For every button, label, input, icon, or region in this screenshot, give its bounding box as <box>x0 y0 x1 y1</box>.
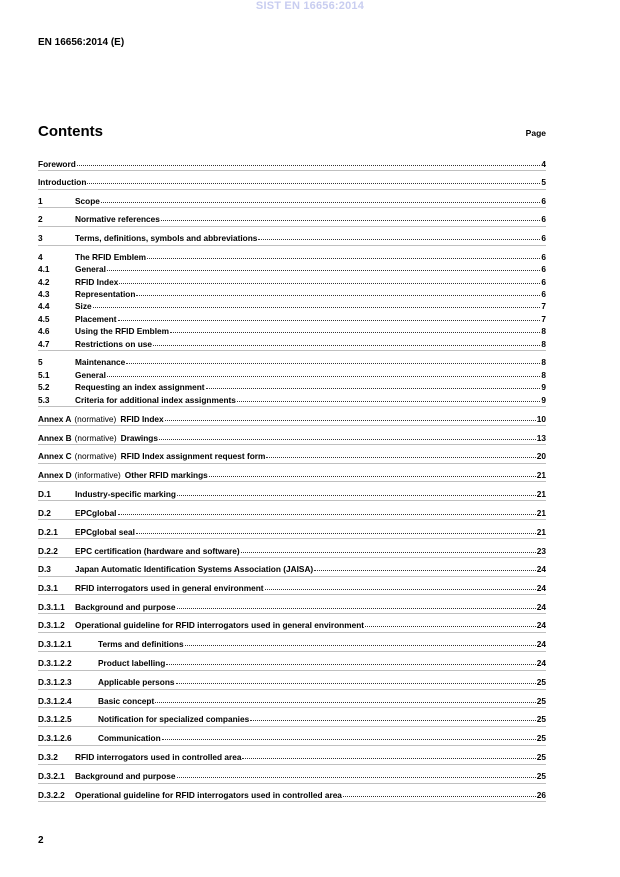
toc-entry-page: 24 <box>536 564 546 574</box>
toc-leader-dots <box>155 694 536 703</box>
toc-entry-title: Basic concept <box>98 696 155 706</box>
toc-entry-number: D.3.2 <box>38 752 58 762</box>
toc-entry-title: Background and purpose <box>75 771 176 781</box>
toc-entry-title: Size <box>75 301 92 311</box>
toc-separator-line <box>38 576 546 577</box>
toc-leader-dots <box>237 393 540 402</box>
toc-leader-dots <box>118 312 541 321</box>
toc-entry[interactable] <box>38 213 546 225</box>
toc-leader-dots <box>118 506 536 515</box>
toc-entry-page: 25 <box>536 771 546 781</box>
toc-entry-page: 8 <box>541 326 546 336</box>
toc-leader-dots <box>314 562 536 571</box>
toc-entry-title: RFID interrogators used in controlled area <box>75 752 242 762</box>
toc-entry-title: Scope <box>75 196 100 206</box>
page-column-header: Page <box>525 128 546 138</box>
toc-entry-title: EPC certification (hardware and software) <box>75 546 240 556</box>
toc-leader-dots <box>209 468 536 477</box>
toc-separator-line <box>38 670 546 671</box>
toc-leader-dots <box>177 600 536 609</box>
toc-entry-page: 8 <box>541 339 546 349</box>
toc-entry-number: D.3.1 <box>38 583 58 593</box>
toc-leader-dots <box>87 175 540 184</box>
toc-entry-title: The RFID Emblem <box>75 252 146 262</box>
toc-entry[interactable] <box>38 176 546 188</box>
toc-entry-title: Communication <box>98 733 161 743</box>
toc-entry-title: Using the RFID Emblem <box>75 326 170 336</box>
toc-entry-page: 24 <box>536 620 546 630</box>
toc-entry-title: Applicable persons <box>98 677 175 687</box>
toc-leader-dots <box>250 712 536 721</box>
toc-leader-dots <box>153 337 540 346</box>
toc-entry-title: EPCglobal <box>75 508 117 518</box>
toc-entry[interactable] <box>38 394 546 406</box>
toc-separator-line <box>38 481 546 482</box>
document-id: EN 16656:2014 (E) <box>38 37 125 48</box>
toc-entry-page: 6 <box>541 252 546 262</box>
toc-leader-dots <box>93 299 541 308</box>
toc-entry-number: Annex C <box>38 451 72 461</box>
toc-entry-title: Japan Automatic Identification Systems Association (JAISA) <box>75 564 314 574</box>
toc-separator-line <box>38 632 546 633</box>
toc-entry-page: 7 <box>541 314 546 324</box>
toc-leader-dots <box>166 656 535 665</box>
toc-entry[interactable] <box>38 619 546 631</box>
toc-entry-title: Placement <box>75 314 117 324</box>
toc-separator-line <box>38 801 546 802</box>
toc-entry-page: 24 <box>536 602 546 612</box>
toc-entry-number: D.3.2.1 <box>38 771 65 781</box>
toc-entry[interactable] <box>38 338 546 350</box>
toc-entry-page: 9 <box>541 395 546 405</box>
toc-leader-dots <box>107 262 540 271</box>
toc-entry-number: 1 <box>38 196 43 206</box>
toc-leader-dots <box>177 769 536 778</box>
toc-entry-number: D.3.1.2.5 <box>38 714 72 724</box>
toc-leader-dots <box>165 412 536 421</box>
contents-title: Contents <box>38 123 103 140</box>
toc-entry-page: 21 <box>536 508 546 518</box>
toc-entry[interactable] <box>38 432 546 444</box>
toc-entry[interactable] <box>38 770 546 782</box>
toc-entry-page: 6 <box>541 277 546 287</box>
toc-entry-page: 23 <box>536 546 546 556</box>
toc-leader-dots <box>77 157 541 166</box>
toc-entry-page: 6 <box>541 264 546 274</box>
toc-annex-kind: (normative) <box>74 433 117 443</box>
toc-entry-title: Introduction <box>38 177 87 187</box>
toc-annex-kind: (normative) <box>74 414 117 424</box>
toc-entry[interactable] <box>38 195 546 207</box>
toc-entry-number: 4.1 <box>38 264 50 274</box>
toc-entry-number: 4.2 <box>38 277 50 287</box>
toc-entry-page: 24 <box>536 658 546 668</box>
toc-entry[interactable] <box>38 751 546 763</box>
toc-leader-dots <box>177 487 536 496</box>
toc-separator-line <box>38 463 546 464</box>
toc-entry-page: 10 <box>536 414 546 424</box>
toc-entry-title: Operational guideline for RFID interrogators used in general environment <box>75 620 365 630</box>
toc-leader-dots <box>365 618 536 627</box>
toc-entry-number: 3 <box>38 233 43 243</box>
toc-leader-dots <box>161 212 541 221</box>
toc-leader-dots <box>265 581 536 590</box>
toc-entry-page: 7 <box>541 301 546 311</box>
toc-leader-dots <box>241 544 536 553</box>
toc-leader-dots <box>147 250 540 259</box>
toc-entry-page: 25 <box>536 714 546 724</box>
toc-entry-page: 25 <box>536 752 546 762</box>
toc-separator-line <box>38 745 546 746</box>
toc-separator-line <box>38 689 546 690</box>
toc-entry-title: Foreword <box>38 159 76 169</box>
toc-entry[interactable] <box>38 413 546 425</box>
toc-separator-line <box>38 444 546 445</box>
toc-entry-title: Operational guideline for RFID interrogators used in controlled area <box>75 790 342 800</box>
toc-entry-title: Terms, definitions, symbols and abbreviations <box>75 233 258 243</box>
toc-leader-dots <box>343 788 536 797</box>
toc-separator-line <box>38 557 546 558</box>
toc-entry-page: 8 <box>541 370 546 380</box>
toc-entry[interactable] <box>38 732 546 744</box>
toc-entry[interactable] <box>38 469 546 481</box>
toc-separator-line <box>38 783 546 784</box>
toc-entry-number: D.3 <box>38 564 51 574</box>
toc-entry-number: 4.3 <box>38 289 50 299</box>
toc-entry-number: 4 <box>38 252 43 262</box>
toc-entry-page: 20 <box>536 451 546 461</box>
toc-entry[interactable] <box>38 789 546 801</box>
toc-entry-number: D.3.1.1 <box>38 602 65 612</box>
toc-entry-page: 26 <box>536 790 546 800</box>
toc-entry[interactable] <box>38 676 546 688</box>
toc-entry-page: 25 <box>536 696 546 706</box>
toc-entry-title: Requesting an index assignment <box>75 382 205 392</box>
toc-entry-number: 4.4 <box>38 301 50 311</box>
toc-separator-line <box>38 594 546 595</box>
toc-entry[interactable] <box>38 582 546 594</box>
toc-entry-page: 21 <box>536 470 546 480</box>
toc-entry[interactable] <box>38 325 546 337</box>
toc-entry-number: D.3.2.2 <box>38 790 65 800</box>
toc-entry-number: 5.2 <box>38 382 50 392</box>
toc-entry-number: Annex A <box>38 414 72 424</box>
toc-entry-number: 5.3 <box>38 395 50 405</box>
toc-separator-line <box>38 207 546 208</box>
toc-entry[interactable] <box>38 638 546 650</box>
toc-entry-number: 4.6 <box>38 326 50 336</box>
toc-entry-title: RFID Index <box>120 414 164 424</box>
toc-entry-page: 6 <box>541 214 546 224</box>
toc-entry-page: 5 <box>541 177 546 187</box>
toc-entry-page: 24 <box>536 583 546 593</box>
toc-entry-title: General <box>75 370 106 380</box>
toc-separator-line <box>38 764 546 765</box>
toc-entry-title: EPCglobal seal <box>75 527 135 537</box>
toc-separator-line <box>38 226 546 227</box>
toc-entry-title: Representation <box>75 289 136 299</box>
toc-leader-dots <box>119 275 540 284</box>
toc-entry[interactable] <box>38 695 546 707</box>
toc-entry-number: D.3.1.2.2 <box>38 658 72 668</box>
toc-entry-number: Annex D <box>38 470 72 480</box>
toc-entry-title: Background and purpose <box>75 602 176 612</box>
toc-leader-dots <box>136 525 536 534</box>
toc-entry-title: Industry-specific marking <box>75 489 176 499</box>
toc-leader-dots <box>126 355 540 364</box>
toc-separator-line <box>38 406 546 407</box>
page-number: 2 <box>38 835 44 846</box>
toc-entry[interactable] <box>38 300 546 312</box>
toc-entry-number: D.1 <box>38 489 51 499</box>
toc-entry-title: Terms and definitions <box>98 639 184 649</box>
toc-entry[interactable] <box>38 450 546 462</box>
toc-entry[interactable] <box>38 263 546 275</box>
toc-entry-title: RFID Index assignment request form <box>120 451 266 461</box>
toc-entry-page: 25 <box>536 733 546 743</box>
toc-entry[interactable] <box>38 158 546 170</box>
toc-separator-line <box>38 651 546 652</box>
toc-entry-number: 5 <box>38 357 43 367</box>
toc-entry-number: D.3.1.2.6 <box>38 733 72 743</box>
toc-entry-title: Normative references <box>75 214 160 224</box>
toc-leader-dots <box>185 637 536 646</box>
toc-entry[interactable] <box>38 488 546 500</box>
toc-entry-title: Criteria for additional index assignments <box>75 395 236 405</box>
toc-entry-title: RFID interrogators used in general environment <box>75 583 264 593</box>
toc-entry-title: Restrictions on use <box>75 339 152 349</box>
toc-separator-line <box>38 500 546 501</box>
toc-entry-title: Notification for specialized companies <box>98 714 250 724</box>
toc-separator-line <box>38 707 546 708</box>
toc-entry-page: 24 <box>536 639 546 649</box>
toc-entry-page: 9 <box>541 382 546 392</box>
toc-entry-number: D.2.1 <box>38 527 58 537</box>
toc-entry[interactable] <box>38 507 546 519</box>
toc-entry[interactable] <box>38 713 546 725</box>
toc-leader-dots <box>266 449 535 458</box>
toc-entry[interactable] <box>38 657 546 669</box>
toc-leader-dots <box>176 675 536 684</box>
watermark-text: SIST EN 16656:2014 <box>255 0 365 12</box>
toc-entry-page: 6 <box>541 196 546 206</box>
toc-separator-line <box>38 189 546 190</box>
toc-entry-title: General <box>75 264 106 274</box>
toc-entry-title: Drawings <box>120 433 158 443</box>
toc-entry-number: D.2 <box>38 508 51 518</box>
toc-entry[interactable] <box>38 356 546 368</box>
toc-entry-number: Annex B <box>38 433 72 443</box>
toc-entry-number: D.3.1.2.1 <box>38 639 72 649</box>
toc-entry-title: RFID Index <box>75 277 119 287</box>
toc-separator-line <box>38 538 546 539</box>
toc-entry-page: 8 <box>541 357 546 367</box>
toc-entry-page: 13 <box>536 433 546 443</box>
toc-entry-page: 25 <box>536 677 546 687</box>
toc-entry-page: 4 <box>541 159 546 169</box>
toc-entry[interactable] <box>38 563 546 575</box>
toc-entry-title: Product labelling <box>98 658 166 668</box>
toc-leader-dots <box>206 380 541 389</box>
toc-annex-kind: (normative) <box>74 451 117 461</box>
toc-separator-line <box>38 350 546 351</box>
toc-entry-number: 4.5 <box>38 314 50 324</box>
toc-entry-number: 2 <box>38 214 43 224</box>
toc-entry-number: D.3.1.2 <box>38 620 65 630</box>
toc-entry-page: 6 <box>541 289 546 299</box>
toc-entry-title: Other RFID markings <box>124 470 208 480</box>
toc-entry[interactable] <box>38 545 546 557</box>
toc-entry-title: Maintenance <box>75 357 126 367</box>
toc-entry-page: 6 <box>541 233 546 243</box>
toc-leader-dots <box>242 750 535 759</box>
toc-separator-line <box>38 726 546 727</box>
toc-separator-line <box>38 613 546 614</box>
toc-separator-line <box>38 519 546 520</box>
toc-leader-dots <box>162 731 536 740</box>
toc-leader-dots <box>170 324 540 333</box>
toc-separator-line <box>38 245 546 246</box>
toc-entry-number: 5.1 <box>38 370 50 380</box>
toc-leader-dots <box>159 431 536 440</box>
toc-entry-page: 21 <box>536 489 546 499</box>
toc-entry-number: D.3.1.2.4 <box>38 696 72 706</box>
toc-separator-line <box>38 425 546 426</box>
toc-entry-number: D.2.2 <box>38 546 58 556</box>
toc-entry[interactable] <box>38 381 546 393</box>
toc-entry-number: 4.7 <box>38 339 50 349</box>
toc-leader-dots <box>258 231 540 240</box>
toc-leader-dots <box>107 368 540 377</box>
toc-entry[interactable] <box>38 601 546 613</box>
toc-entry-page: 21 <box>536 527 546 537</box>
toc-entry[interactable] <box>38 526 546 538</box>
toc-separator-line <box>38 170 546 171</box>
toc-entry-number: D.3.1.2.3 <box>38 677 72 687</box>
toc-leader-dots <box>101 194 540 203</box>
toc-annex-kind: (informative) <box>74 470 121 480</box>
toc-entry[interactable] <box>38 232 546 244</box>
toc-leader-dots <box>136 287 540 296</box>
